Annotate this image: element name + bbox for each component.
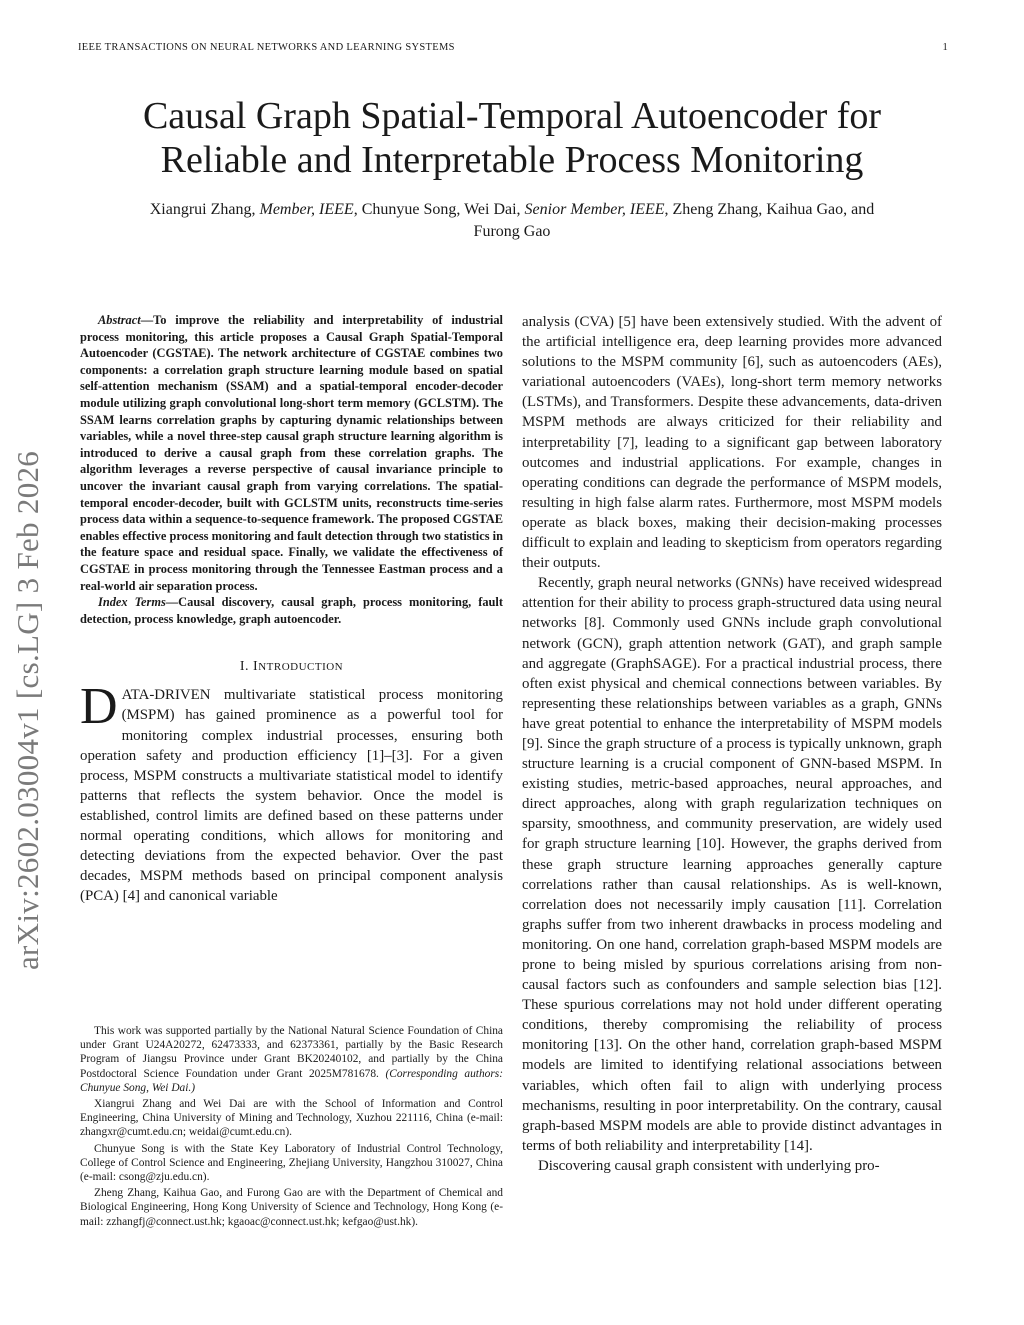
footnote-funding <box>80 1024 503 1095</box>
section-rest: NTRODUCTION <box>258 661 344 674</box>
author-line-2: Furong Gao <box>473 223 551 240</box>
title-line-1: Causal Graph Spatial-Temporal Autoencoder for <box>142 95 882 137</box>
authors-text-1: Xiangrui Zhang, <box>149 201 260 218</box>
index-terms-lead: Index Terms <box>98 595 166 610</box>
drop-cap: D <box>80 678 118 736</box>
section-numeral: I. <box>239 659 254 675</box>
page-number: 1 <box>942 42 948 53</box>
footnote-affiliation-2: Chunyue Song is with the State Key Laboratory of Industrial Control Technology, College of Control Science and Engineering, Zhejiang University, Hangzhou 310027, China (e-mail: csong@zju.edu.cn). <box>80 1142 503 1184</box>
authors-text-3: , Zheng Zhang, Kaihua Gao, and <box>664 201 875 218</box>
authors-text-2: , Chunyue Song, Wei Dai, <box>353 201 525 218</box>
intro-body <box>80 678 503 906</box>
intro-paragraph-1-text: ATA-DRIVEN multivariate statistical process monitoring (MSPM) has gained prominence as a powerful tool for monitoring complex industrial processes, ensuring both operation safety and production efficiency [1]–[3]. For a given process, MSPM constructs a multivariate statistical model to identify patterns that reflects the system behavior. Once the model is established, control limits are defined based on these patterns under normal operating conditions, which allows for monitoring and detecting deviations from the expected behavior. Over the past decades, MSPM methods based on principal component analysis (PCA) [4] and canonical variable <box>80 687 503 905</box>
intro-paragraph-1 <box>80 678 503 906</box>
author-line-1 <box>70 199 954 221</box>
author-title-senior: Senior Member, IEEE <box>524 201 665 218</box>
title-line-2: Reliable and Interpretable Process Monitoring <box>160 139 864 181</box>
footnote-funding-text: This work was supported partially by the National Natural Science Foundation of China under Grant U24A20272, 62473333, and 62373361, partially by the Basic Research Program of Jiangsu Province under Grant BK20240102, and partially by the China Postdoctoral Science Foundation under Grant 2025M781678. <box>80 1025 503 1080</box>
section-heading-introduction <box>80 657 503 677</box>
author-list <box>70 199 954 243</box>
right-paragraph-1: analysis (CVA) [5] have been extensively studied. With the advent of the artificial intelligence era, deep learning provides more advanced solutions to the MSPM community [6], such as autoencoders (AEs), variational autoencoders (VAEs), long-short term memory networks (LSTMs), and Transformers. Despite these advancements, data-driven MSPM methods are always criticized for their reliability and interpretability [7], leading to a significant gap between laboratory outcomes and industrial applications. For example, changes in operating conditions can degrade the performance of MSPM models, resulting in high false alarm rates. Furthermore, most MSPM models operate as black boxes, making their decision-making processes difficult to explain and leading to skepticism from operators regarding their outputs. <box>522 314 942 572</box>
footnote-affiliation-1: Xiangrui Zhang and Wei Dai are with the School of Information and Control Engineering, China University of Mining and Technology, Xuzhou 221116, China (e-mail: zhangxr@cumt.edu.cn; weidai@cumt.edu.cn). <box>80 1098 503 1139</box>
index-terms-text: —Causal discovery, causal graph, process monitoring, fault detection, process knowledge, graph autoencoder. <box>80 595 503 626</box>
abstract-lead: Abstract <box>98 313 141 327</box>
abstract-text: —To improve the reliability and interpretability of industrial process monitoring, this article proposes a Causal Graph Spatial-Temporal Autoencoder (CGSTAE). The network architecture of CGSTAE combines two components: a correlation graph structure learning module based on spatial self-attention mechanism (SSAM) and a spatial-temporal encoder-decoder module utilizing graph convolutional long-short term memory (GCLSTM). The SSAM learns correlation graphs by capturing dynamic relationships between variables, while a novel three-step causal graph structure learning algorithm is introduced to derive a causal graph from these correlation graphs. The algorithm leverages a reverse perspective of causal invariance principle to uncover the invariant causal graph from varying correlations. The spatial-temporal encoder-decoder, built with GCLSTM units, reconstructs time-series process data within a sequence-to-sequence framework. The proposed CGSTAE enables effective process monitoring and fault detection through two statistics in the feature space and residual space. Finally, we validate the effectiveness of CGSTAE in process monitoring through the Tennessee Eastman process and a real-world air separation process. <box>80 313 503 593</box>
right-column <box>522 312 942 1176</box>
author-title-member: Member, IEEE <box>259 201 354 218</box>
index-terms <box>80 594 503 627</box>
footnote-affiliation-3: Zheng Zhang, Kaihua Gao, and Furong Gao are with the Department of Chemical and Biological Engineering, Hong Kong University of Science and Technology, Hong Kong (e-mail: zzhangfj@connect.ust.hk; kgaoac@connect.ust.hk; kefgao@ust.hk). <box>80 1187 503 1228</box>
arxiv-stamp[interactable]: arXiv:2602.03004v1 [cs.LG] 3 Feb 2026 <box>10 450 45 970</box>
footnotes <box>80 1024 503 1231</box>
running-header <box>78 42 948 53</box>
footnote-corresponding: (Corresponding authors: Chunyue Song, Wei Dai.) <box>80 1067 503 1094</box>
left-column <box>80 312 503 906</box>
section-initial: I <box>253 659 259 675</box>
right-paragraph-2: Recently, graph neural networks (GNNs) have received widespread attention for their ability to process graph-structured data using neural networks [8]. Commonly used GNNs include graph convolutional network (GCN), graph attention network (GAT), and graph sample and aggregate (GraphSAGE). For a practical industrial process, there often exist physical and chemical connections between variables. By representing these relationships between variables as a graph, GNNs have great potential to enhance the interpretability of MSPM models [9]. Since the graph structure of a process is typically unknown, graph structure learning is a crucial component of GNN-based MSPM. In existing studies, metric-based approaches, neural approaches, and direct approaches, along with graph regularization techniques on sparsity, smoothness, and community preservation, are widely used for graph structure learning [10]. However, the graphs derived from these graph structure learning approaches generally capture correlations rather than causal relationships. As is well-known, correlation does not necessarily imply causation [11]. Correlation graphs suffer from two inherent drawbacks in process modeling and monitoring. On one hand, correlation graph-based MSPM models are prone to being misled by spurious correlations arising from non-causal factors such as confounders and sample selection bias [12]. These spurious correlations may not hold under different operating conditions, thereby compromising the reliability of process monitoring [13]. On the other hand, correlation graph-based MSPM models are limited to identifying relational associations between variables, which often fail to align with underlying process mechanisms, resulting in poor interpretability. On the contrary, causal graph-based MSPM models are able to provide distinct advantages in terms of both reliability and interpretability [14]. <box>522 575 942 1154</box>
right-paragraph-3: Discovering causal graph consistent with underlying pro- <box>538 1157 880 1174</box>
abstract <box>80 312 503 627</box>
paper-title <box>60 94 964 182</box>
journal-name: IEEE TRANSACTIONS ON NEURAL NETWORKS AND LEARNING SYSTEMS <box>78 42 455 53</box>
